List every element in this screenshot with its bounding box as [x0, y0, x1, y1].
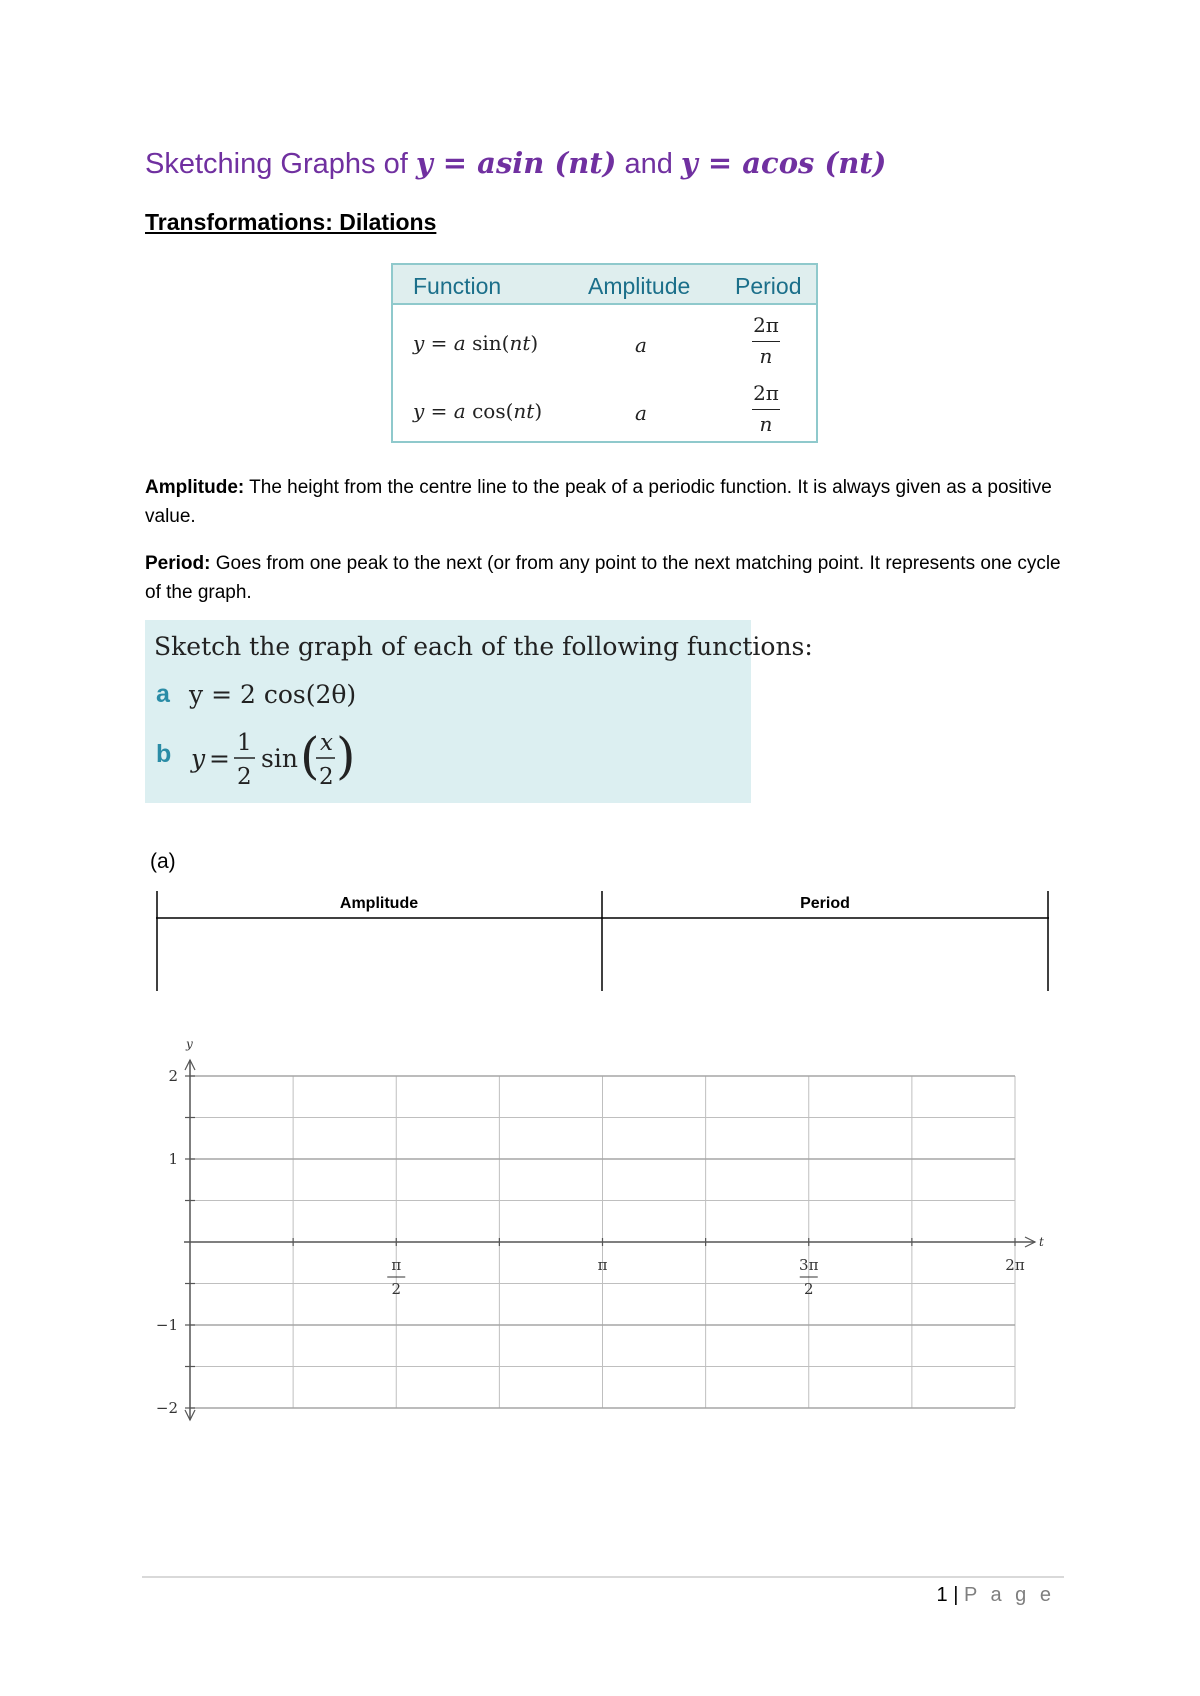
b-arg-den: 2	[319, 764, 334, 790]
exercise-part-a-label: a	[156, 680, 170, 708]
period-answer-cell[interactable]	[606, 921, 1044, 989]
y-tick-label: −2	[155, 1399, 178, 1417]
title-prefix: Sketching Graphs of	[145, 148, 416, 180]
exercise-part-b-expression	[185, 720, 385, 802]
row-cos-amplitude: a	[635, 401, 647, 425]
row-sin-function: y = a sin(nt)	[413, 331, 539, 355]
y-tick-label: −1	[155, 1316, 178, 1334]
answer-header-period: Period	[800, 895, 850, 912]
b-frac-den: 2	[237, 764, 252, 790]
blank-graph	[140, 1030, 1060, 1430]
b-lhs-y: y	[191, 744, 206, 773]
row-sin-period: 2π n	[753, 313, 779, 368]
b-open-paren: (	[300, 727, 320, 785]
page-footer: 1 | P a g e	[936, 1584, 1055, 1606]
page-word: P a g e	[963, 1584, 1055, 1606]
part-a-label: (a)	[150, 850, 176, 873]
page-number: 1	[936, 1584, 948, 1606]
x-tick-label-numerator: π	[597, 1256, 608, 1274]
b-lhs-eq: =	[209, 744, 230, 773]
row-cos-function: y = a cos(nt)	[413, 399, 543, 423]
title-equation-cos: y = acos (nt)	[680, 146, 887, 180]
section-heading: Transformations: Dilations	[145, 209, 437, 235]
amplitude-answer-cell[interactable]	[160, 921, 598, 989]
exercise-part-b-label: b	[156, 740, 172, 768]
exercise-instruction: Sketch the graph of each of the following functions:	[154, 632, 813, 661]
exercise-part-a-expression: y = 2 cos(2θ)	[189, 680, 357, 709]
b-frac-num: 1	[237, 730, 252, 756]
header-amplitude: Amplitude	[588, 273, 691, 299]
x-tick-label-numerator: 2π	[1005, 1256, 1025, 1274]
footer-divider	[142, 1576, 1064, 1578]
amplitude-definition: Amplitude: The height from the centre line to the peak of a periodic function. It is always given as a positive value.	[145, 477, 1052, 527]
header-function: Function	[413, 273, 502, 299]
title-conjunction: and	[616, 148, 681, 180]
b-func: sin	[261, 744, 298, 773]
answer-header-amplitude: Amplitude	[339, 895, 419, 912]
graph-labels	[156, 1037, 1044, 1417]
row-cos-period: 2π n	[753, 381, 779, 436]
x-axis-label: t	[1039, 1235, 1044, 1249]
x-tick-label-denominator: 2	[803, 1280, 814, 1298]
period-definition: Period: Goes from one peak to the next (or from any point to the next matching point. It represents one cycle of the graph.	[145, 553, 1061, 603]
y-tick-label: 2	[168, 1067, 178, 1085]
y-axis-label: y	[186, 1037, 193, 1051]
y-tick-label: 1	[168, 1150, 178, 1168]
b-arg-num: x	[320, 730, 333, 756]
header-period: Period	[735, 273, 802, 299]
title-equation-sin: y = asin (nt)	[415, 146, 617, 180]
exercise-box	[145, 620, 813, 803]
answer-table	[156, 891, 1049, 991]
b-close-paren: )	[336, 727, 356, 785]
dilation-summary-table	[391, 263, 818, 443]
row-sin-amplitude: a	[635, 333, 647, 357]
page-title	[145, 146, 886, 181]
summary-table-header-row	[393, 265, 816, 305]
x-tick-label-denominator: 2	[391, 1280, 402, 1298]
x-tick-label-numerator: 3π	[799, 1256, 819, 1274]
x-tick-label-numerator: π	[391, 1256, 402, 1274]
